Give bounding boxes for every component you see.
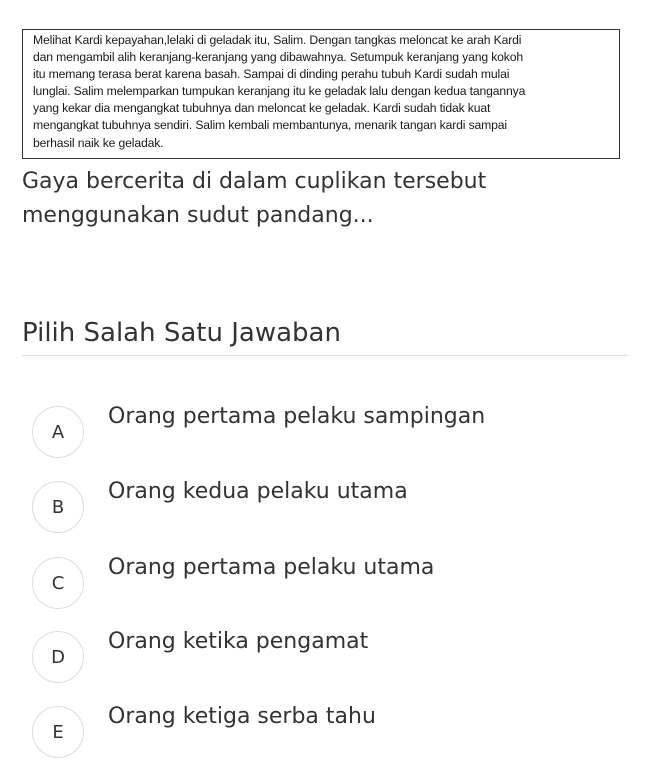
option-e[interactable] [32, 706, 622, 766]
option-letter-badge[interactable]: E [32, 706, 84, 758]
option-label[interactable]: Orang pertama pelaku sampingan [108, 404, 486, 429]
passage-line: itu memang terasa berat karena basah. Sampai di dinding perahu tubuh Kardi sudah mulai [33, 67, 510, 82]
passage-line: berhasil naik ke geladak. [33, 135, 164, 150]
question-text [22, 165, 632, 233]
passage-line: Melihat Kardi kepayahan,lelaki di geladak itu, Salim. Dengan tangkas meloncat ke arah Kardi [33, 33, 522, 47]
option-letter-badge[interactable]: A [32, 406, 84, 458]
option-letter-badge[interactable]: D [32, 631, 84, 683]
question-line-1: Gaya bercerita di dalam cuplikan tersebut [22, 169, 487, 194]
option-b[interactable] [32, 481, 622, 541]
option-label[interactable]: Orang kedua pelaku utama [108, 479, 408, 504]
passage-box [22, 29, 620, 159]
passage-text [33, 32, 611, 152]
option-letter-badge[interactable]: B [32, 481, 84, 533]
question-line-2: menggunakan sudut pandang... [22, 203, 374, 228]
section-divider [22, 355, 628, 356]
passage-line: dan mengambil alih keranjang-keranjang yang dibawahnya. Setumpuk keranjang yang kokoh [33, 50, 523, 65]
option-d[interactable] [32, 631, 622, 691]
passage-line: yang kekar dia mengangkat tubuhnya dan meloncat ke geladak. Kardi sudah tidak kuat [33, 101, 491, 116]
option-label[interactable]: Orang ketiga serba tahu [108, 704, 376, 729]
option-label[interactable]: Orang ketika pengamat [108, 629, 369, 654]
passage-line: lunglai. Salim melemparkan tumpukan keranjang itu ke geladak lalu dengan kedua tangannya [33, 84, 526, 99]
passage-line: mengangkat tubuhnya sendiri. Salim kembali membantunya, menarik tangan kardi sampai [33, 118, 507, 133]
option-letter-badge[interactable]: C [32, 557, 84, 609]
answer-section-title: Pilih Salah Satu Jawaban [22, 318, 341, 348]
option-label[interactable]: Orang pertama pelaku utama [108, 555, 435, 580]
option-a[interactable] [32, 406, 622, 466]
option-c[interactable] [32, 557, 622, 617]
